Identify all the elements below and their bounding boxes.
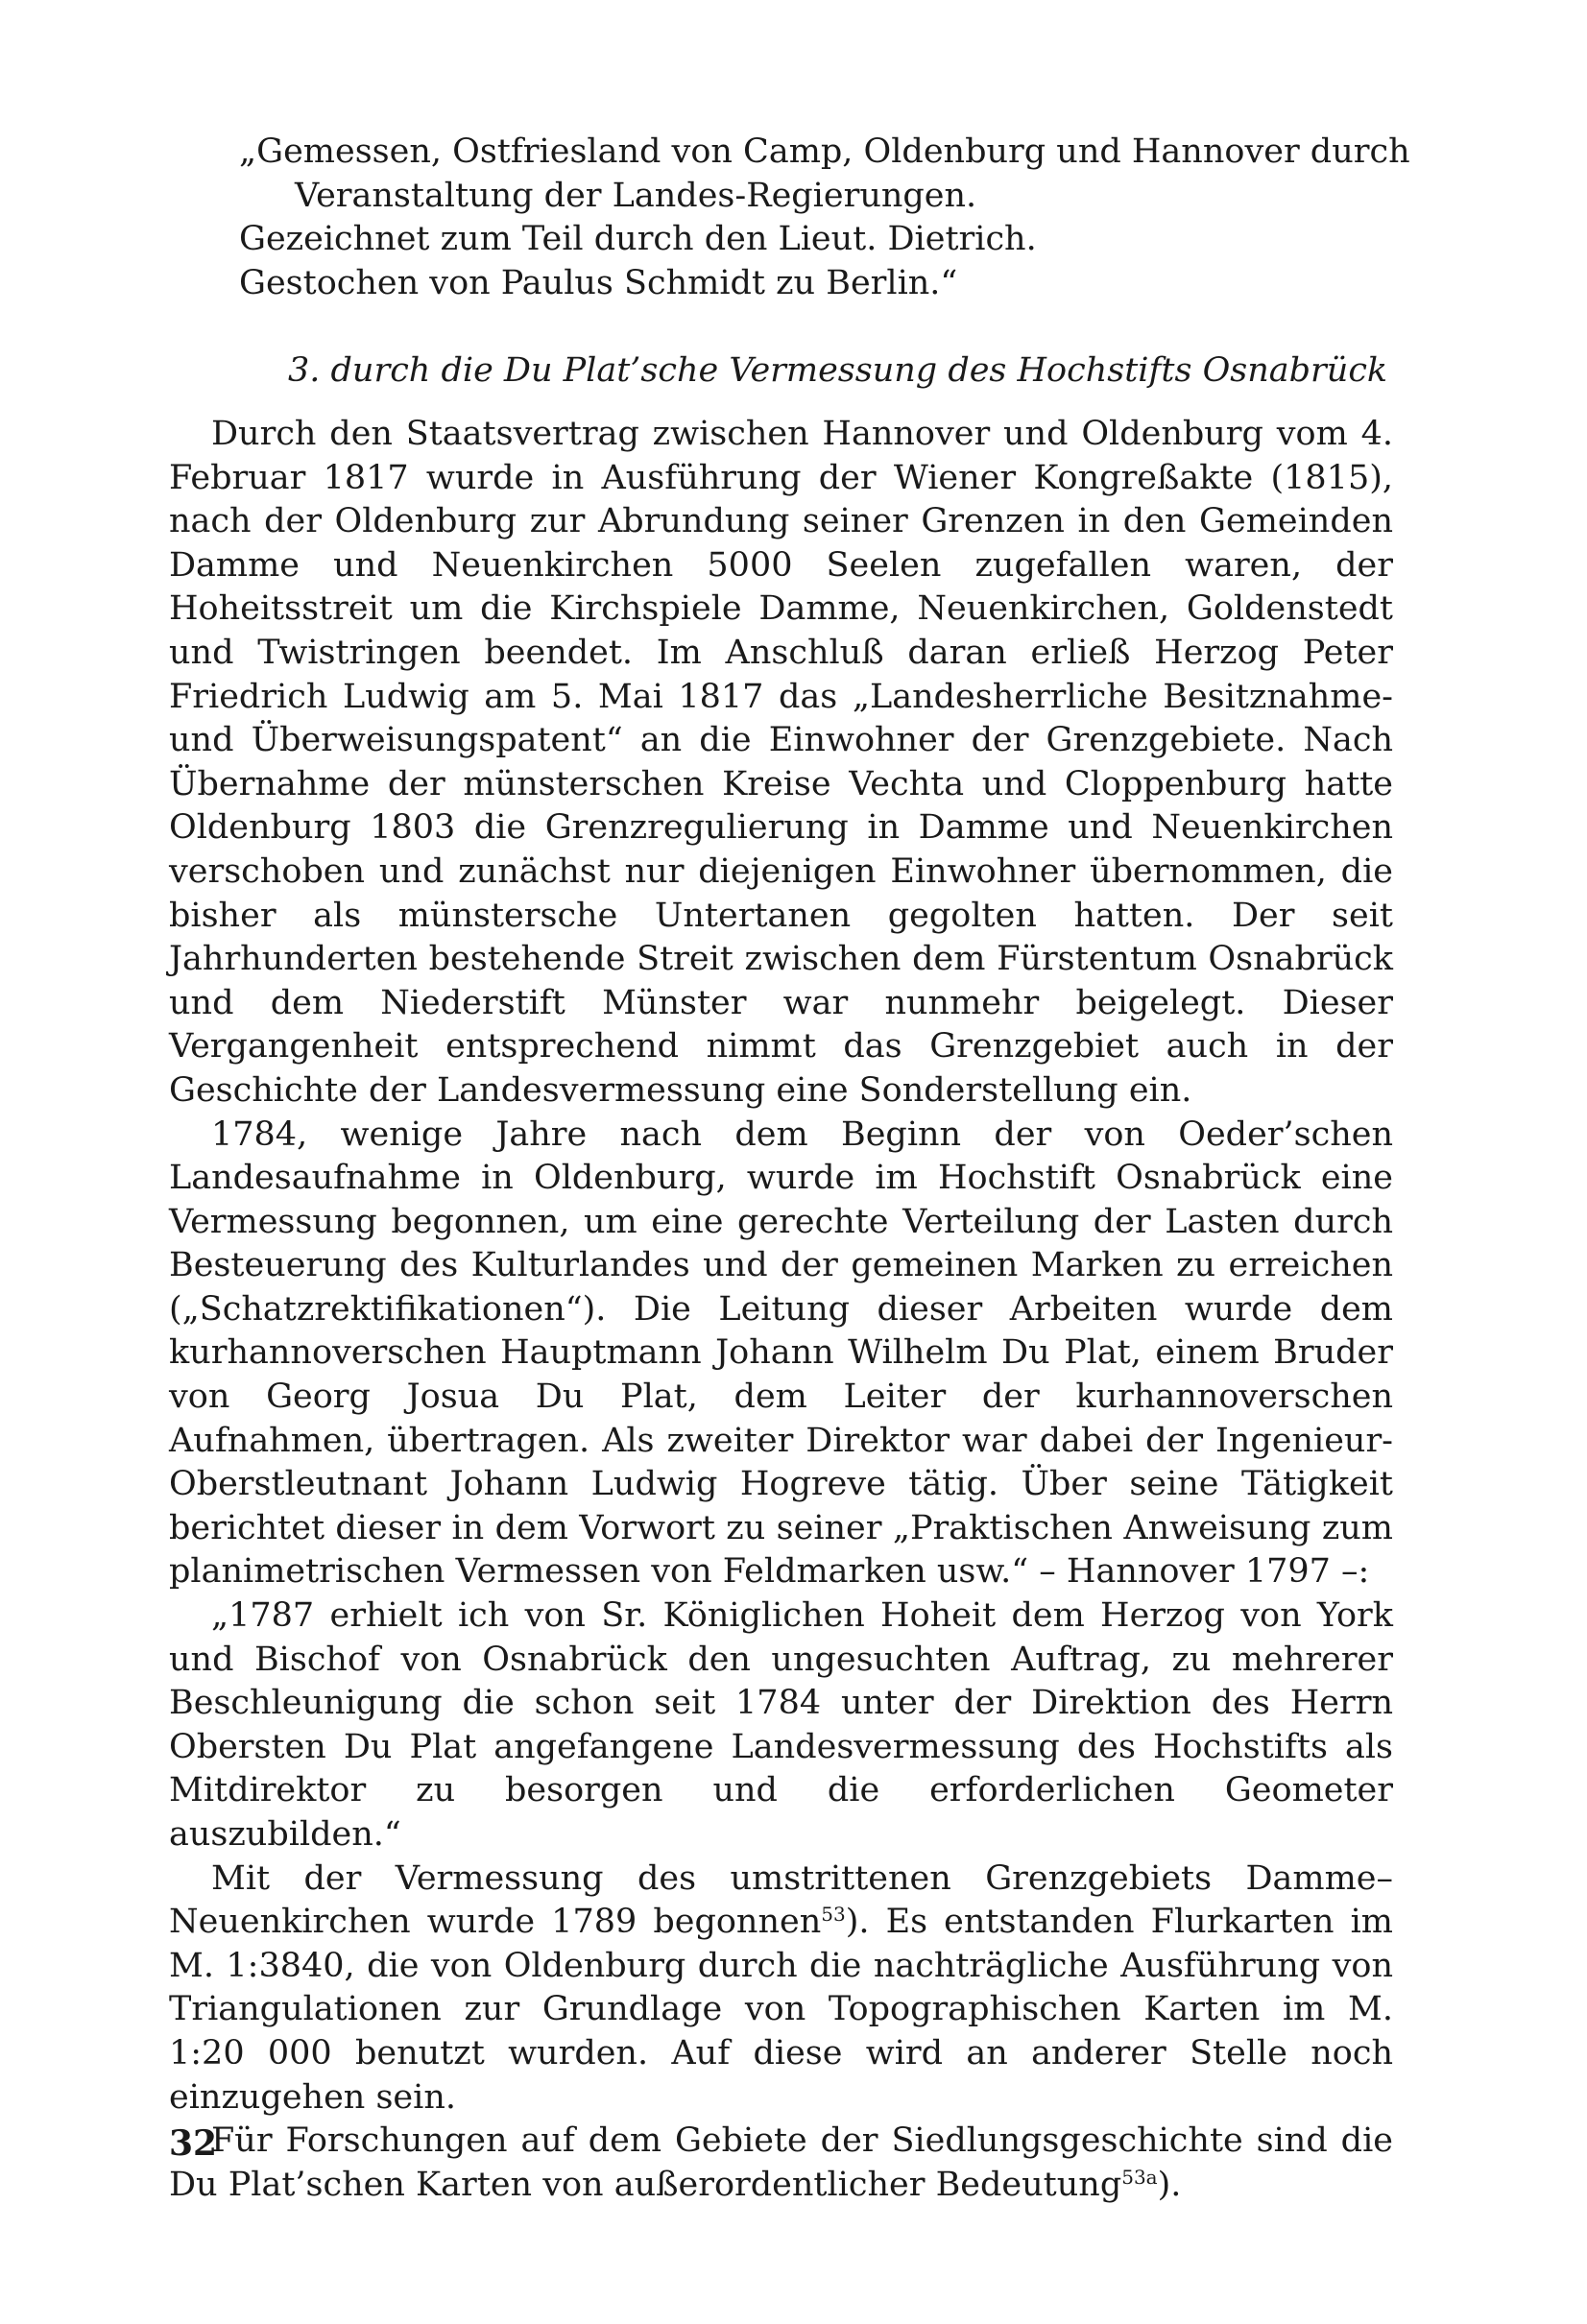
quote-line: Gezeichnet zum Teil durch den Lieut. Dietrich.: [239, 220, 1037, 259]
paragraph-text: Mit der Vermessung des umstrittenen Grenzgebiets Damme–Neuenkirchen wurde 1789 begonnen: [169, 1858, 1393, 1942]
paragraph: Durch den Staatsvertrag zwischen Hannover und Oldenburg vom 4. Februar 1817 wurde in Ausführung der Wiener Kongreßakte (1815), nach der Oldenburg zur Abrundung seiner Grenzen in den Gemeinden Damme und Neuenkirchen 5000 Seelen zugefallen waren, der Hoheitsstreit um die Kirchspiele Damme, Neuenkirchen, Goldenstedt und Twistringen beendet. Im Anschluß daran erließ Herzog Peter Friedrich Ludwig am 5. Mai 1817 das „Landesherrliche Besitznahme- und Überweisungspatent“ an die Einwohner der Grenzgebiete. Nach Übernahme der münsterschen Kreise Vechta und Cloppenburg hatte Oldenburg 1803 die Grenzregulierung in Damme und Neuenkirchen verschoben und zunächst nur diejenigen Einwohner übernommen, die bisher als münstersche Untertanen gegolten hatten. Der seit Jahrhunderten bestehende Streit zwischen dem Fürstentum Osnabrück und dem Niederstift Münster war nunmehr beigelegt. Dieser Vergangenheit entsprechend nimmt das Grenzgebiet auch in der Geschichte der Landesvermessung eine Sonderstellung ein.: [169, 415, 1393, 1110]
body-text: [169, 413, 1393, 2207]
map-inscription-quote: [169, 131, 1417, 305]
footnote-marker: 53: [821, 1903, 846, 1927]
quote-line: Gestochen von Paulus Schmidt zu Berlin.“: [239, 263, 958, 302]
paragraph-text: Für Forschungen auf dem Gebiete der Siedlungsgeschichte sind die Du Plat’schen Karten von außerordentlicher Bedeutung: [169, 2121, 1393, 2204]
quote-line: Veranstaltung der Landes-Regierungen.: [295, 176, 977, 215]
paragraph-text: ). Es entstanden Flurkarten im M. 1:3840, die von Oldenburg durch die nachträgliche Ausführung von Triangulationen zur Grundlage von Topographischen Karten im M. 1:20 000 benutzt wurden. Auf diese wird an anderer Stelle noch einzugehen sein.: [169, 1903, 1393, 2117]
paragraph: [169, 1857, 1393, 2120]
block-quote: „1787 erhielt ich von Sr. Königlichen Hoheit dem Herzog von York und Bischof von Osnabrück den ungesuchten Auftrag, zu mehrerer Beschleunigung die schon seit 1784 unter der Direktion des Herrn Obersten Du Plat angefangene Landesvermessung des Hochstifts als Mitdirektor zu besorgen und die erforderlichen Geometer auszubilden.“: [169, 1596, 1393, 1854]
paragraph: 1784, wenige Jahre nach dem Beginn der von Oeder’schen Landesaufnahme in Oldenburg, wurde im Hochstift Osnabrück eine Vermessung begonnen, um eine gerechte Verteilung der Lasten durch Besteuerung des Kulturlandes und der gemeinen Marken zu erreichen („Schatzrektifikationen“). Die Leitung dieser Arbeiten wurde dem kurhannoverschen Hauptmann Johann Wilhelm Du Plat, einem Bruder von Georg Josua Du Plat, dem Leiter der kurhannoverschen Aufnahmen, übertragen. Als zweiter Direktor war dabei der Ingenieur-Oberstleutnant Johann Ludwig Hogreve tätig. Über seine Tätigkeit berichtet dieser in dem Vorwort zu seiner „Praktischen Anweisung zum planimetrischen Vermessen von Feldmarken usw.“ – Hannover 1797 –:: [169, 1114, 1393, 1592]
quote-line: „Gemessen, Ostfriesland von Camp, Oldenburg und Hannover durch: [239, 132, 1410, 171]
page-number: 32: [169, 2123, 218, 2164]
footnote-marker: 53a: [1121, 2165, 1158, 2189]
paragraph: [169, 2120, 1393, 2207]
section-heading: 3. durch die Du Plat’sche Vermessung des Hochstifts Osnabrück: [288, 351, 1388, 390]
paragraph-text: ).: [1157, 2165, 1182, 2204]
